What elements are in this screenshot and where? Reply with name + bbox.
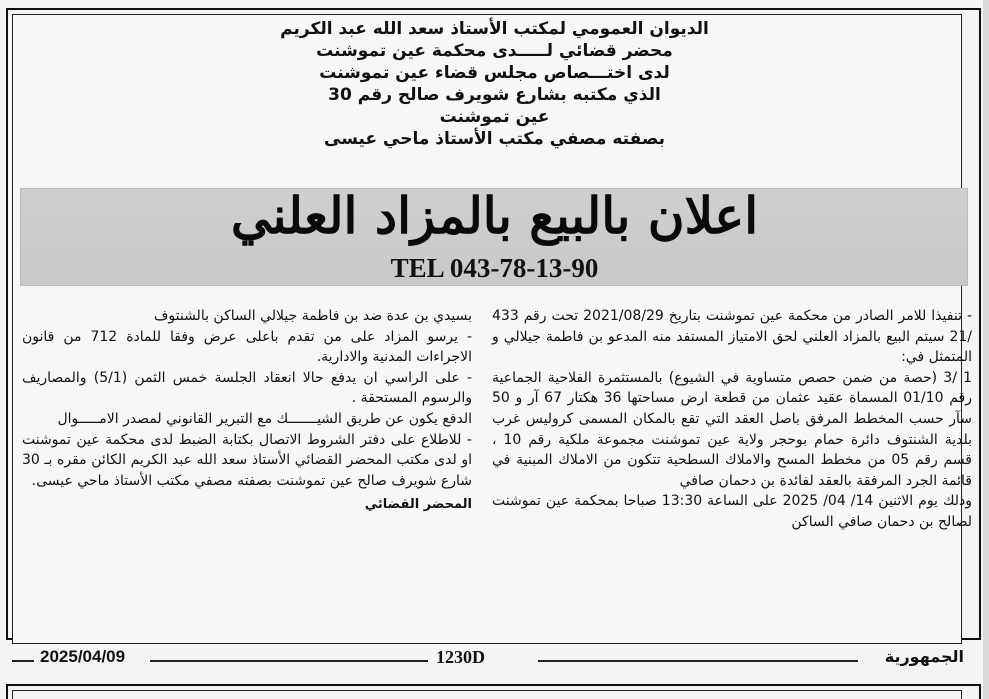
paragraph: - يرسو المزاد على من تقدم باعلى عرض وفقا للمادة 712 من قانون الاجراءات المدنية والادارية. <box>22 328 472 366</box>
publication-date: 2025/04/09 <box>40 647 126 666</box>
footer-rule <box>150 660 428 662</box>
phone-number: TEL 043-78-13-90 <box>390 253 599 283</box>
page-footer <box>10 647 980 671</box>
page-edge <box>983 0 989 699</box>
header-line: الذي مكتبه بشارع شويرف صالح رقم 30 <box>328 85 661 105</box>
right-column <box>492 306 972 533</box>
paragraph: بسيدي بن عدة ضد بن فاطمة جيلالي الساكن بالشنتوف <box>153 308 472 324</box>
signature: المحضر القضائي <box>364 497 472 513</box>
header-line: عين تموشنت <box>439 107 550 127</box>
paragraph: وذلك يوم الاثنين 14/ 04/ 2025 على الساعة 13:30 صباحا بمحكمة عين تموشنت لصالح بن دحمان صافي الساكن <box>492 493 973 530</box>
footer-rule <box>538 660 858 662</box>
paragraph: - تنفيذا للامر الصادر من محكمة عين تموشنت بتاريخ 2021/08/29 تحت رقم 433 /21 سيتم البيع بالمزاد العلني لحق الامتياز المستفد منه المدعو بن فاطمة جيلالي و المتمثل في: <box>492 308 972 366</box>
notice-code: 1230D <box>436 647 485 667</box>
notice-header <box>0 18 989 150</box>
paragraph: الدفع يكون عن طريق الشيـــــــك مع التبرير القانوني لمصدر الامـــــوال <box>57 410 472 427</box>
header-line: محضر قضائي لـــــدى محكمة عين تموشنت <box>316 41 673 61</box>
left-column <box>22 306 472 516</box>
footer-rule <box>12 660 34 662</box>
paragraph: - للاطلاع على دفتر الشروط الاتصال بكتابة الضبط لدى محكمة عين تموشنت او لدى مكتب المحضر القضائي الأستاذ سعد الله عبد الكريم الكائن مقره بـ 30 شارع شويرف صالح عين تموشنت بصفته مصفي مكتب الأستاذ ماحي عيسى. <box>22 431 472 489</box>
paragraph: 1 /3 (حصة من ضمن حصص متساوية في الشيوع) بالمستثمرة الفلاحية الجماعية رقم 01/10 المسماة عقيد عثمان من قطعة ارض مساحتها 36 هكتار 67 آر و 50 سآر حسب المخطط المرفق باصل العقد التي تقع بالمكان المسمى كروليس غرب بلدية الشنتوف دائرة حمام بوحجر ولاية عين تموشنت مجموعة ملكية رقم 10 ، قسم رقم 05 من مخطط المسح والاملاك السطحية تتكون من الاملاك المبنية في قائمة الجرد المرفقة بالعقد لفائدة بن دحمان صافي <box>492 369 973 489</box>
newspaper-name: الجمهورية <box>884 647 964 666</box>
header-line: لدى اختـــصاص مجلس قضاء عين تموشنت <box>319 63 670 83</box>
header-line: بصفته مصفي مكتب الأستاذ ماحي عيسى <box>324 129 665 149</box>
header-line: الديوان العمومي لمكتب الأستاذ سعد الله عبد الكريم <box>280 19 709 39</box>
auction-title: اعلان بالبيع بالمزاد العلني <box>230 186 759 245</box>
paragraph: - على الراسي ان يدفع حالا انعقاد الجلسة خمس الثمن (5/1) والمصاريف والرسوم المستحقة . <box>22 369 473 407</box>
next-notice-inner-frame <box>12 690 962 699</box>
